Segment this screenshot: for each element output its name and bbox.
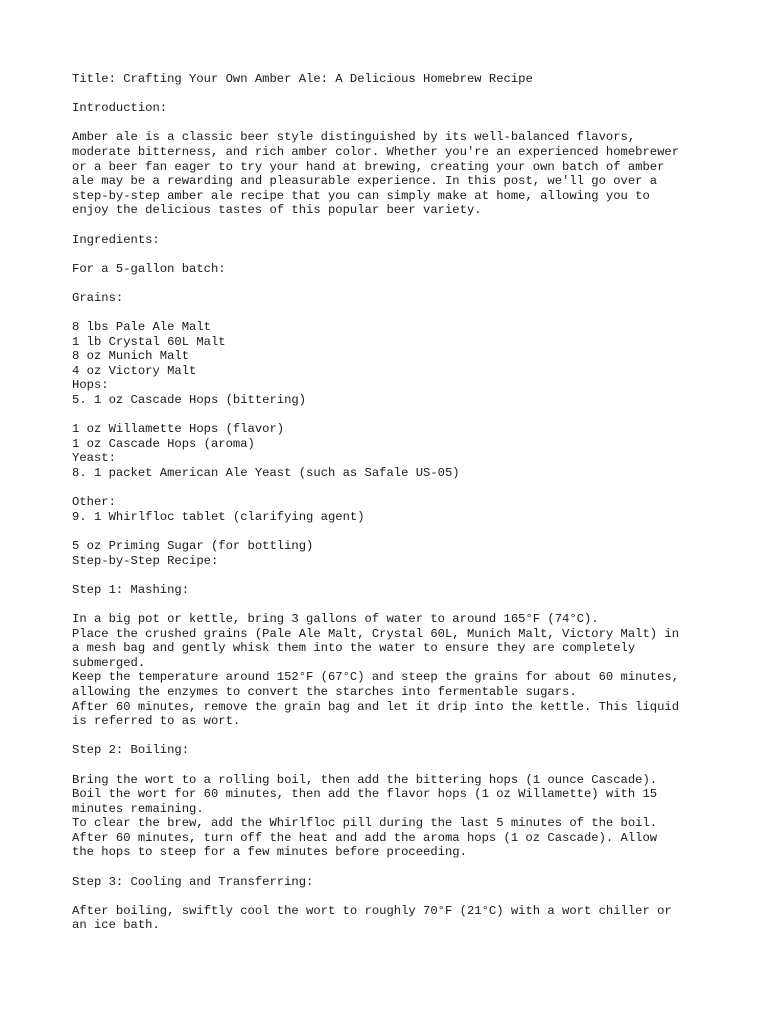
ingredient-line: Other:	[72, 495, 116, 510]
blank-line	[72, 889, 712, 904]
grains-heading: Grains:	[72, 290, 124, 305]
ingredient-line: 4 oz Victory Malt	[72, 363, 197, 378]
blank-line	[72, 116, 712, 131]
step-line: After boiling, swiftly cool the wort to roughly 70°F (21°C) with a wort chiller or	[72, 903, 672, 918]
step-line: After 60 minutes, remove the grain bag and let it drip into the kettle. This liquid	[72, 699, 680, 714]
step-line: allowing the enzymes to convert the starches into fermentable sugars.	[72, 684, 577, 699]
ingredient-line: 8 oz Munich Malt	[72, 349, 190, 364]
batch-line: For a 5-gallon batch:	[72, 261, 226, 276]
intro-line: ale may be a rewarding and pleasurable experience. In this post, we'll go over a	[72, 174, 658, 189]
step-line: is referred to as wort.	[72, 714, 241, 729]
ingredients-heading: Ingredients:	[72, 232, 160, 247]
blank-line	[72, 860, 712, 875]
blank-line	[72, 524, 712, 539]
step-line: a mesh bag and gently whisk them into the water to ensure they are completely	[72, 641, 636, 656]
step1-heading: Step 1: Mashing:	[72, 582, 190, 597]
intro-line: step-by-step amber ale recipe that you can simply make at home, allowing you to	[72, 188, 650, 203]
blank-line	[72, 481, 712, 496]
intro-line: Amber ale is a classic beer style distinguished by its well-balanced flavors,	[72, 130, 636, 145]
ingredient-line: Hops:	[72, 378, 109, 393]
blank-line	[72, 568, 712, 583]
ingredient-line: 1 oz Cascade Hops (aroma)	[72, 436, 255, 451]
recipe-heading: Step-by-Step Recipe:	[72, 553, 219, 568]
intro-heading: Introduction:	[72, 101, 168, 116]
intro-line: enjoy the delicious tastes of this popular beer variety.	[72, 203, 482, 218]
blank-line	[72, 276, 712, 291]
step-line: submerged.	[72, 655, 146, 670]
ingredient-line: 1 oz Willamette Hops (flavor)	[72, 422, 285, 437]
blank-line	[72, 758, 712, 773]
ingredient-line: 9. 1 Whirlfloc tablet (clarifying agent)	[72, 509, 365, 524]
ingredient-line: 1 lb Crystal 60L Malt	[72, 334, 226, 349]
intro-line: or a beer fan eager to try your hand at brewing, creating your own batch of amber	[72, 159, 665, 174]
document-page	[72, 72, 712, 933]
ingredient-line: Yeast:	[72, 451, 116, 466]
ingredient-line: 8 lbs Pale Ale Malt	[72, 320, 211, 335]
step2-heading: Step 2: Boiling:	[72, 743, 190, 758]
step-line: Keep the temperature around 152°F (67°C) and steep the grains for about 60 minutes,	[72, 670, 680, 685]
step-line: Bring the wort to a rolling boil, then add the bittering hops (1 ounce Cascade).	[72, 772, 658, 787]
ingredient-line: 5 oz Priming Sugar (for bottling)	[72, 539, 314, 553]
step-line: To clear the brew, add the Whirlfloc pill during the last 5 minutes of the boil.	[72, 816, 658, 831]
step-line: After 60 minutes, turn off the heat and add the aroma hops (1 oz Cascade). Allow	[72, 830, 658, 845]
document-title: Title: Crafting Your Own Amber Ale: A Delicious Homebrew Recipe	[72, 72, 533, 86]
step-line: In a big pot or kettle, bring 3 gallons of water to around 165°F (74°C).	[72, 611, 599, 626]
ingredient-line: 5. 1 oz Cascade Hops (bittering)	[72, 393, 307, 408]
blank-line	[72, 729, 712, 744]
blank-line	[72, 87, 712, 102]
blank-line	[72, 218, 712, 233]
step-line: the hops to steep for a few minutes before proceeding.	[72, 845, 467, 860]
blank-line	[72, 306, 712, 321]
blank-line	[72, 597, 712, 612]
step-line: Boil the wort for 60 minutes, then add the flavor hops (1 oz Willamette) with 15	[72, 787, 658, 802]
step-line: minutes remaining.	[72, 801, 204, 816]
step-line: Place the crushed grains (Pale Ale Malt, Crystal 60L, Munich Malt, Victory Malt) in	[72, 626, 680, 641]
step3-heading: Step 3: Cooling and Transferring:	[72, 874, 314, 889]
blank-line	[72, 408, 712, 423]
blank-line	[72, 247, 712, 262]
ingredient-line: 8. 1 packet American Ale Yeast (such as Safale US-05)	[72, 466, 460, 481]
intro-line: moderate bitterness, and rich amber color. Whether you're an experienced homebrewer	[72, 144, 680, 159]
step-line: an ice bath.	[72, 918, 160, 933]
